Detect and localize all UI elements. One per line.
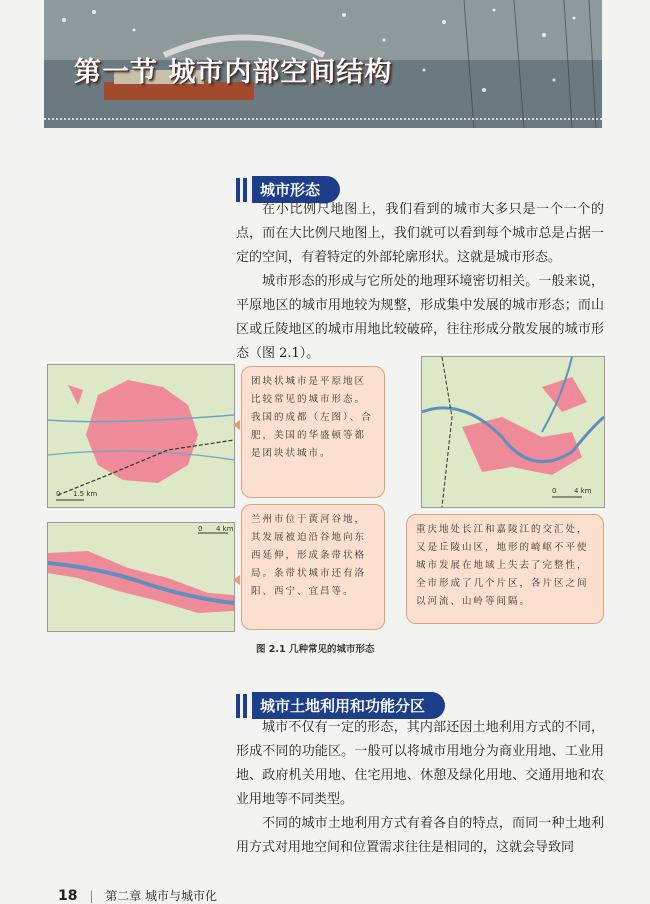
chengdu-map: [47, 364, 235, 508]
paragraph: 城市不仅有一定的形态，其内部还因土地利用方式的不同，形成不同的功能区。一般可以将城市用地分为商业用地、工业用地、政府机关用地、住宅用地、休憩及绿化用地、交通用地和农业用地等不同类型。: [236, 720, 604, 807]
scale-zero: 0: [198, 525, 203, 533]
section1-text: [236, 198, 604, 366]
scale-zero: 0: [552, 487, 557, 495]
lanzhou-map: [47, 522, 235, 632]
heading-label: 城市土地利用和功能分区: [252, 692, 445, 719]
pointer-arrow: [233, 420, 240, 430]
chapter-label: 第二章 城市与城市化: [105, 889, 218, 903]
page-number: 18: [58, 888, 78, 904]
pointer-arrow: [233, 575, 240, 585]
section-heading-land-use: [236, 692, 445, 719]
chengdu-note: 团块状城市是平原地区比较常见的城市形态。我国的成都（左图）、合肥，美国的华盛顿等都是团块状城市。: [241, 366, 385, 498]
chongqing-note: 重庆地处长江和嘉陵江的交汇处，又是丘陵山区，地形的崎岖不平使城市发展在地域上失去了完整性，全市形成了几个片区，各片区之间以河流、山岭等间隔。: [406, 514, 604, 624]
scale-zero: 0: [56, 490, 61, 498]
footer-divider: |: [89, 889, 94, 903]
lanzhou-note: 兰州市位于黄河谷地，其发展被迫沿谷地向东西延伸，形成条带状格局。条带状城市还有洛阳、西宁、宜昌等。: [241, 504, 385, 630]
chongqing-map: [421, 356, 605, 508]
chapter-banner: [44, 0, 602, 128]
banner-divider: [44, 118, 602, 122]
figure-caption: 图 2.1 几种常见的城市形态: [256, 644, 375, 655]
scale-label: 4 km: [216, 525, 234, 533]
section-title: 第一节 城市内部空间结构: [74, 57, 393, 88]
paragraph: 不同的城市土地利用方式有着各自的特点，而同一种土地利用方式对用地空间和位置需求往往是相同的，这就会导致同: [236, 816, 604, 855]
paragraph: 在小比例尺地图上，我们看到的城市大多只是一个一个的点，而在大比例尺地图上，我们就可以看到每个城市总是占据一定的空间，有着特定的外部轮廓形状。这就是城市形态。: [236, 202, 604, 265]
scale-label: 4 km: [574, 487, 592, 495]
section2-text: [236, 716, 604, 860]
page-footer: [58, 887, 217, 904]
scale-label: 1.5 km: [73, 490, 98, 498]
paragraph: 城市形态的形成与它所处的地理环境密切相关。一般来说，平原地区的城市用地较为规整，形成集中发展的城市形态；而山区或丘陵地区的城市用地比较破碎，往往形成分散发展的城市形态（图 2.1）。: [236, 274, 604, 361]
heading-label: 城市形态: [252, 176, 340, 203]
heading-bars-icon: [236, 694, 247, 718]
